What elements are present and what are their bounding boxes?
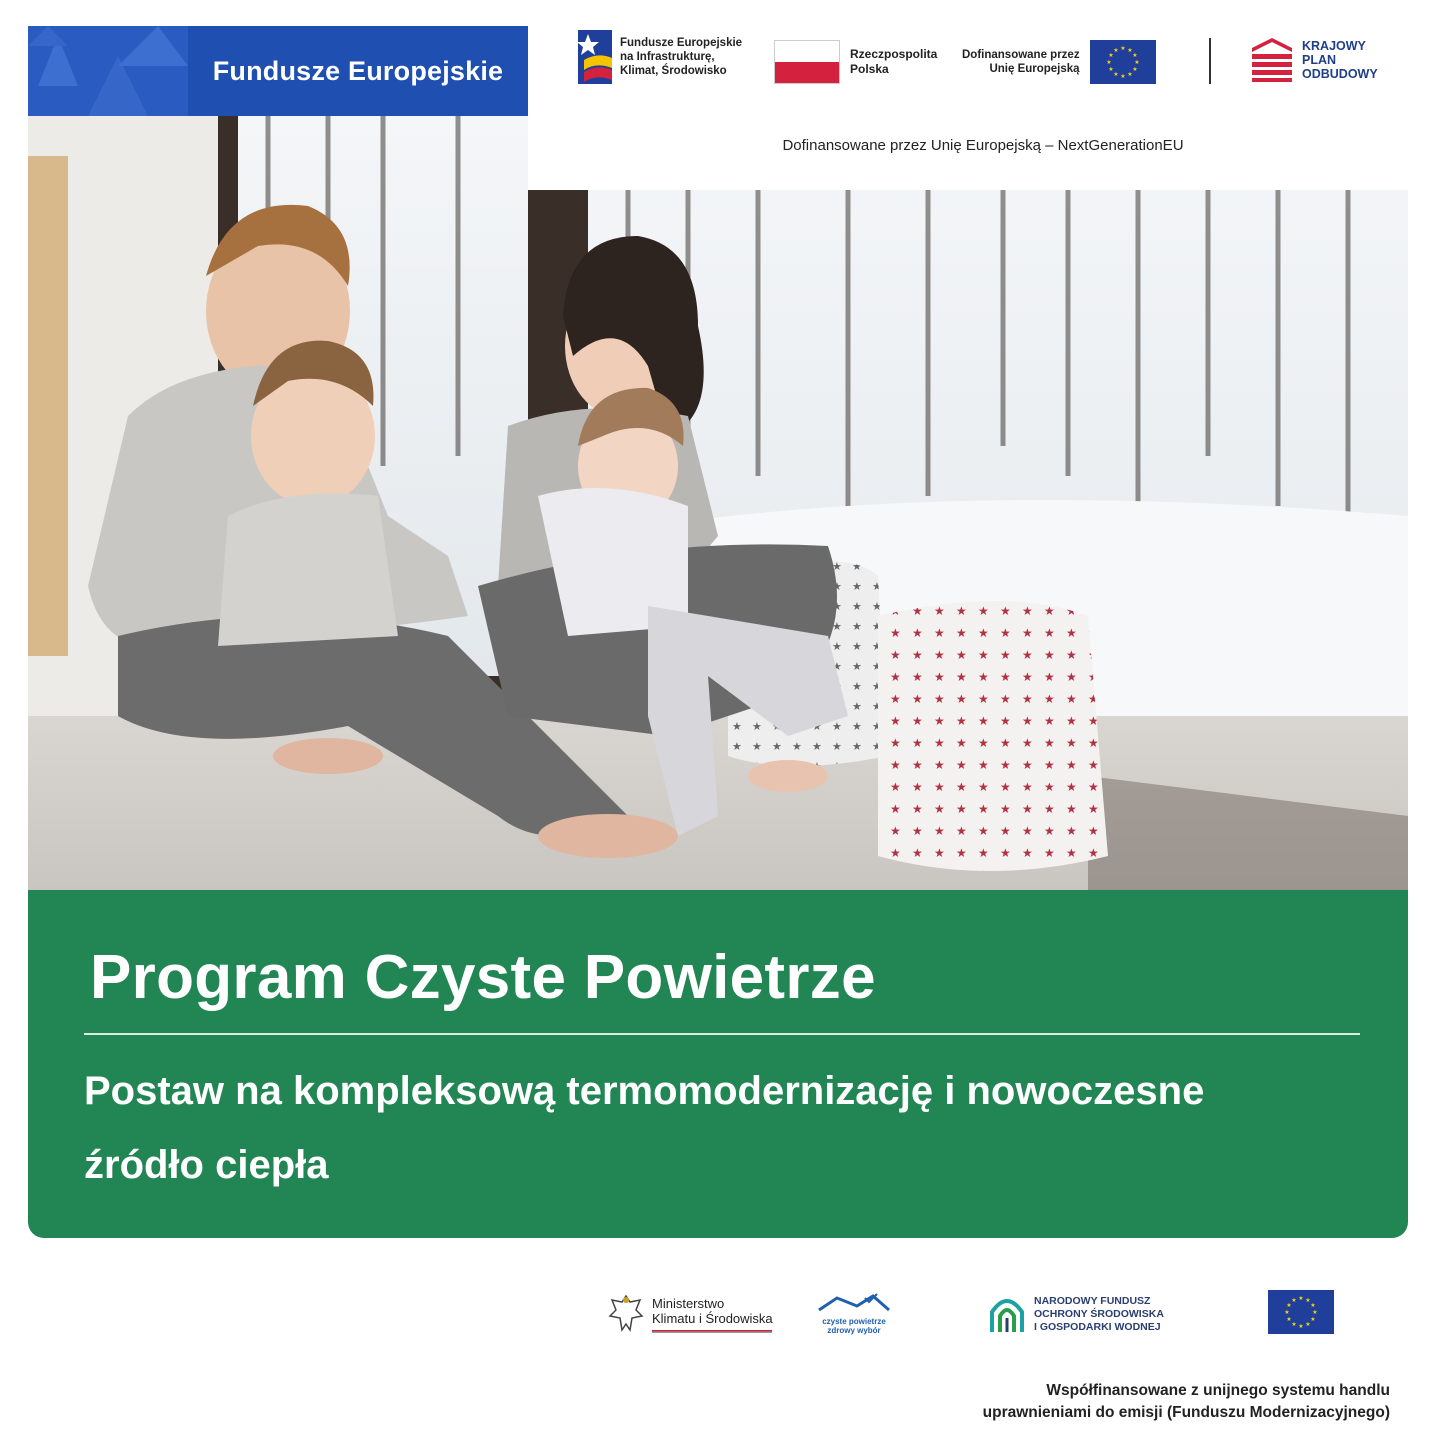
svg-text:★: ★: [1131, 52, 1138, 59]
logo-czyste-powietrze: [817, 1292, 891, 1335]
eu-stars-pattern-icon: [28, 26, 188, 116]
svg-text:★: ★: [1126, 47, 1133, 54]
svg-text:★: ★: [1119, 45, 1126, 52]
logo-nfos-line2: OCHRONY ŚRODOWISKA: [1034, 1307, 1164, 1320]
logo-kpo-line2: PLAN: [1302, 53, 1337, 67]
logo-ue-line2: Unię Europejską: [989, 63, 1080, 75]
subtitle-line-1: Postaw na kompleksową termomodernizację i nowoczesne: [84, 1069, 1205, 1113]
svg-text:★: ★: [1107, 52, 1114, 59]
logo-fe-line3: Klimat, Środowisko: [620, 65, 727, 77]
logo-nfosigw: [988, 1294, 1164, 1334]
logo-fe-infrastructure: [578, 30, 742, 84]
nfos-tree-icon: [988, 1294, 1026, 1334]
polish-eagle-icon: [606, 1292, 646, 1336]
fundusze-europejskie-banner: [28, 26, 528, 116]
svg-text:★: ★: [1286, 1316, 1292, 1323]
svg-text:★: ★: [1310, 1302, 1316, 1309]
house-roof-icon: [817, 1292, 891, 1312]
logo-fe-line1: Fundusze Europejskie: [620, 37, 743, 49]
logo-krajowy-plan-odbudowy: [1252, 38, 1378, 82]
svg-text:★: ★: [1286, 1302, 1292, 1309]
cofinancing-line-2: uprawnieniami do emisji (Funduszu Modernizacyjnego): [982, 1404, 1390, 1421]
logo-fe-line2: na Infrastrukturę,: [620, 51, 715, 63]
hero-photo: [28, 116, 1408, 890]
svg-text:★: ★: [1298, 1323, 1304, 1330]
logo-rp-line2: Polska: [850, 62, 889, 76]
program-subtitle: [84, 1054, 1374, 1202]
svg-text:★: ★: [1133, 59, 1140, 66]
svg-text:★: ★: [1119, 73, 1126, 80]
svg-text:★: ★: [1112, 47, 1119, 54]
funding-line: Dofinansowane przez Unię Europejską – NextGenerationEU: [782, 137, 1184, 154]
svg-text:★: ★: [1291, 1321, 1297, 1328]
fe-star-flag-icon: [578, 30, 612, 84]
logo-ministerstwo-klimatu: [606, 1292, 773, 1336]
svg-text:★: ★: [1107, 66, 1114, 73]
svg-text:★: ★: [1298, 1295, 1304, 1302]
banner-title: Fundusze Europejskie: [212, 55, 504, 86]
svg-text:★: ★: [1105, 59, 1112, 66]
kpo-stripes-icon: [1252, 38, 1292, 82]
program-panel: [28, 890, 1408, 1238]
logo-rp-line1: Rzeczpospolita: [850, 47, 938, 61]
logo-ue-line1: Dofinansowane przez: [962, 49, 1080, 61]
logo-dofinansowane-ue: [962, 40, 1156, 84]
cofinancing-line-1: Współfinansowane z unijnego systemu handlu: [1046, 1382, 1390, 1399]
eu-flag-icon: [1090, 40, 1156, 84]
svg-text:★: ★: [1305, 1297, 1311, 1304]
logo-kpo-line1: KRAJOWY: [1302, 39, 1366, 53]
cofinancing-note: [900, 1380, 1390, 1424]
logo-mkis-line1: Ministerstwo: [652, 1295, 725, 1311]
logo-cp-line2: zdrowy wybór: [827, 1326, 881, 1335]
mkis-underline: [652, 1330, 772, 1333]
logo-mkis-line2: Klimatu i Środowiska: [652, 1310, 773, 1326]
logo-rzeczpospolita-polska: [774, 40, 937, 84]
svg-text:★: ★: [1112, 71, 1119, 78]
logo-cp-line1: czyste powietrze: [822, 1317, 886, 1326]
svg-text:★: ★: [1126, 71, 1133, 78]
logo-kpo-line3: ODBUDOWY: [1302, 67, 1378, 81]
svg-text:★: ★: [1312, 1309, 1318, 1316]
polish-flag-icon: [774, 40, 840, 84]
svg-text:★: ★: [1305, 1321, 1311, 1328]
svg-text:★: ★: [1284, 1309, 1290, 1316]
svg-text:★: ★: [1310, 1316, 1316, 1323]
svg-text:★: ★: [1131, 66, 1138, 73]
logo-nfos-line3: I GOSPODARKI WODNEJ: [1034, 1320, 1161, 1333]
title-divider: [84, 1033, 1360, 1035]
family-winter-illustration: [28, 116, 1408, 890]
subtitle-line-2: źródło ciepła: [84, 1143, 329, 1187]
svg-text:★: ★: [1291, 1297, 1297, 1304]
logo-nfos-line1: NARODOWY FUNDUSZ: [1034, 1294, 1151, 1307]
eu-flag-footer-icon: [1268, 1290, 1334, 1334]
program-title: Program Czyste Powietrze: [90, 943, 876, 1012]
header-divider: [1209, 38, 1211, 84]
